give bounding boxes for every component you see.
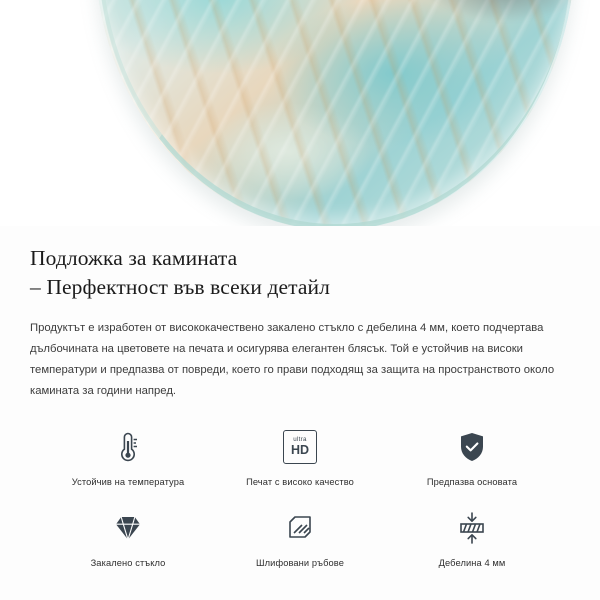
ultra-hd-icon bbox=[283, 426, 317, 468]
feature-label: Предпазва основата bbox=[426, 477, 518, 487]
feature-grid bbox=[30, 426, 570, 568]
headline-line-2: – Перфектност във всеки детайл bbox=[30, 275, 330, 299]
feature-item bbox=[386, 507, 558, 568]
hero-image bbox=[0, 0, 600, 226]
feature-item bbox=[386, 426, 558, 487]
shield-check-icon bbox=[455, 426, 489, 468]
ultra-hd-bottom-text: HD bbox=[290, 443, 310, 458]
thermometer-icon bbox=[111, 426, 145, 468]
polished-edges-icon bbox=[282, 507, 318, 549]
feature-label: Печат с високо качество bbox=[246, 477, 354, 487]
feature-label: Дебелина 4 мм bbox=[438, 558, 506, 568]
description-paragraph: Продуктът е изработен от висококачествено закалено стъкло с дебелина 4 мм, което подчертава дълбочината на цветовете на печата и осигурява елегантен блясък. Той е устойчив на високи температури и предпазва от повреди, което го прави подходящ за защита на пространството около камината за години напред. bbox=[30, 322, 555, 397]
feature-label: Шлифовани ръбове bbox=[256, 558, 344, 568]
feature-label: Закалено стъкло bbox=[90, 558, 166, 568]
feature-label: Устойчив на температура bbox=[71, 477, 185, 487]
content-block bbox=[0, 226, 600, 568]
feature-item bbox=[214, 426, 386, 487]
diamond-icon bbox=[110, 507, 146, 549]
ultra-hd-top-text: ultra bbox=[293, 436, 307, 444]
thickness-arrows-icon bbox=[454, 507, 490, 549]
headline-line-1: Подложка за камината bbox=[30, 246, 238, 270]
feature-item bbox=[42, 507, 214, 568]
feature-item bbox=[42, 426, 214, 487]
page-title bbox=[30, 244, 570, 302]
glass-disc-product-photo bbox=[95, 0, 575, 226]
feature-item bbox=[214, 507, 386, 568]
